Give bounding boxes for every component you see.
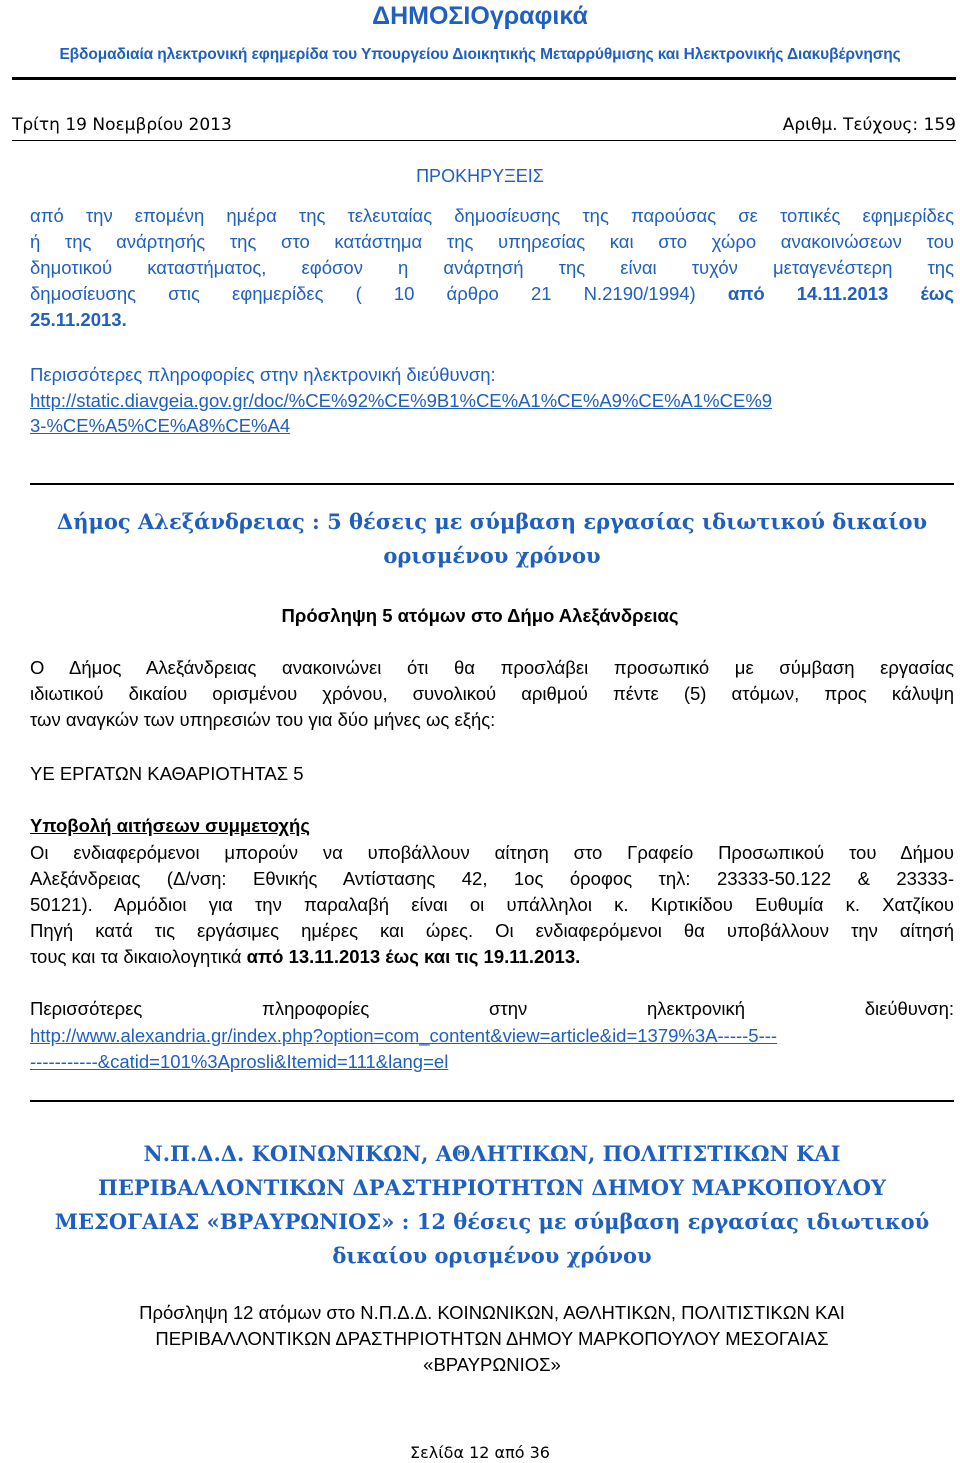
article1-position: ΥΕ ΕΡΓΑΤΩΝ ΚΑΘΑΡΙΟΤΗΤΑΣ 5	[30, 763, 304, 784]
masthead-title: ΔΗΜΟΣΙΟγραφικά	[372, 2, 588, 30]
article1-body-line: των αναγκών των υπηρεσιών του για δύο μήνες ως εξής:	[30, 709, 496, 730]
section-title: ΠΡΟΚΗΡΥΞΕΙΣ	[416, 166, 544, 186]
intro-line-text: δημοσίευσης στις εφημερίδες ( 10 άρθρο 21 Ν.2190/1994)	[30, 283, 728, 304]
intro-date-range: από 14.11.2013 έως	[727, 283, 955, 304]
intro-date-end: 25.11.2013.	[30, 309, 127, 330]
masthead-divider-top	[12, 77, 956, 80]
article2-body-line: Πρόσληψη 12 ατόμων στο Ν.Π.Δ.Δ. ΚΟΙΝΩΝΙΚΩΝ, ΑΘΛΗΤΙΚΩΝ, ΠΟΛΙΤΙΣΤΙΚΩΝ ΚΑΙ	[139, 1302, 845, 1323]
article1-heading-line: Δήμος Αλεξάνδρειας : 5 θέσεις με σύμβαση εργασίας ιδιωτικού δικαίου	[56, 509, 928, 534]
issue-number: Αριθμ. Τεύχους: 159	[782, 115, 956, 135]
article-divider	[30, 1100, 954, 1102]
intro-line: δημοτικού καταστήματος, εφόσον η ανάρτησή της είναι τυχόν μεταγενέστερη της	[30, 257, 954, 278]
article2-heading-line: Ν.Π.Δ.Δ. ΚΟΙΝΩΝΙΚΩΝ, ΑΘΛΗΤΙΚΩΝ, ΠΟΛΙΤΙΣΤΙΚΩΝ ΚΑΙ	[143, 1141, 841, 1166]
article2-heading	[30, 1137, 954, 1273]
article1-heading	[30, 505, 954, 573]
article1-more-info	[30, 996, 954, 1022]
article2-body-line: ΠΕΡΙΒΑΛΛΟΝΤΙΚΩΝ ΔΡΑΣΤΗΡΙΟΤΗΤΩΝ ΔΗΜΟΥ ΜΑΡΚΟΠΟΥΛΟΥ ΜΕΣΟΓΑΙΑΣ	[155, 1328, 829, 1349]
intro-link-line[interactable]: http://static.diavgeia.gov.gr/doc/%CE%92%CE%9B1%CE%A1%CE%A9%CE%A1%CE%9	[30, 390, 773, 411]
article-divider	[30, 483, 954, 485]
article1-more-info-label: Περισσότερες πληροφορίες στην ηλεκτρονική διεύθυνση:	[30, 998, 954, 1019]
article2-body-line: «ΒΡΑΥΡΩΝΙΟΣ»	[423, 1354, 561, 1375]
article1-link[interactable]	[30, 1023, 954, 1075]
article1-applications-heading: Υποβολή αιτήσεων συμμετοχής	[30, 815, 310, 836]
article1-body	[30, 655, 954, 733]
article1-app-text: τους και τα δικαιολογητικά	[30, 946, 247, 967]
article1-app-line: 50121). Αρμόδιοι για την παραλαβή είναι οι υπάλληλοι κ. Κιρτικίδου Ευθυμία κ. Χατζίκου	[30, 894, 954, 915]
article1-app-dates: από 13.11.2013 έως και τις 19.11.2013.	[246, 946, 581, 967]
page-number: Σελίδα 12 από 36	[410, 1443, 550, 1462]
intro-line: από την επομένη ημέρα της τελευταίας δημοσίευσης της παρούσας σε τοπικές εφημερίδες	[30, 205, 954, 226]
intro-line	[30, 281, 954, 307]
article1-app-line: Οι ενδιαφερόμενοι μπορούν να υποβάλλουν αίτηση στο Γραφείο Προσωπικού του Δήμου	[30, 842, 954, 863]
article1-body-line: Ο Δήμος Αλεξάνδρειας ανακοινώνει ότι θα προσλάβει προσωπικό με σύμβαση εργασίας	[30, 657, 954, 678]
article2-heading-line: ΜΕΣΟΓΑΙΑΣ «ΒΡΑΥΡΩΝΙΟΣ» : 12 θέσεις με σύμβαση εργασίας ιδιωτικού	[54, 1209, 930, 1234]
article1-app-line: Αλεξάνδρειας (Δ/νση: Εθνικής Αντίστασης 42, 1ος όροφος τηλ: 23333-50.122 & 23333-	[30, 868, 954, 889]
article1-link-line[interactable]: http://www.alexandria.gr/index.php?option=com_content&view=article&id=1379%3A-----5---	[30, 1025, 778, 1046]
intro-line	[30, 307, 954, 333]
issue-date: Τρίτη 19 Νοεμβρίου 2013	[12, 115, 232, 135]
intro-paragraph	[30, 203, 954, 333]
article2-heading-line: ΠΕΡΙΒΑΛΛΟΝΤΙΚΩΝ ΔΡΑΣΤΗΡΙΟΤΗΤΩΝ ΔΗΜΟΥ ΜΑΡΚΟΠΟΥΛΟΥ	[98, 1175, 886, 1200]
masthead-divider-bottom	[12, 140, 956, 141]
article1-applications-body	[30, 840, 954, 970]
article1-link-line[interactable]: -----------&catid=101%3Aprosli&Itemid=111&lang=el	[30, 1051, 449, 1072]
article1-app-line: Πηγή κατά τις εργάσιμες ημέρες και ώρες. Οι ενδιαφερόμενοι θα υποβάλλουν την αίτησή	[30, 920, 954, 941]
intro-line: ή της ανάρτησής της στο κατάστημα της υπηρεσίας και στο χώρο ανακοινώσεων του	[30, 231, 954, 252]
intro-link[interactable]	[30, 388, 954, 438]
article1-subheading: Πρόσληψη 5 ατόμων στο Δήμο Αλεξάνδρειας	[281, 605, 679, 626]
article1-heading-line: ορισμένου χρόνου	[383, 543, 601, 568]
article1-body-line: ιδιωτικού δικαίου ορισμένου χρόνου, συνολικού αριθμού πέντε (5) ατόμων, προς κάλυψη	[30, 683, 954, 704]
article1-app-line	[30, 944, 954, 970]
intro-more-info-label: Περισσότερες πληροφορίες στην ηλεκτρονική διεύθυνση:	[30, 364, 496, 385]
article2-body	[30, 1300, 954, 1378]
intro-link-line[interactable]: 3-%CE%A5%CE%A8%CE%A4	[30, 415, 291, 436]
masthead-subtitle: Εβδομαδιαία ηλεκτρονική εφημερίδα του Υπουργείου Διοικητικής Μεταρρύθμισης και Ηλεκτρονικής Διακυβέρνησης	[59, 46, 901, 63]
article2-heading-line: δικαίου ορισμένου χρόνου	[332, 1243, 652, 1268]
